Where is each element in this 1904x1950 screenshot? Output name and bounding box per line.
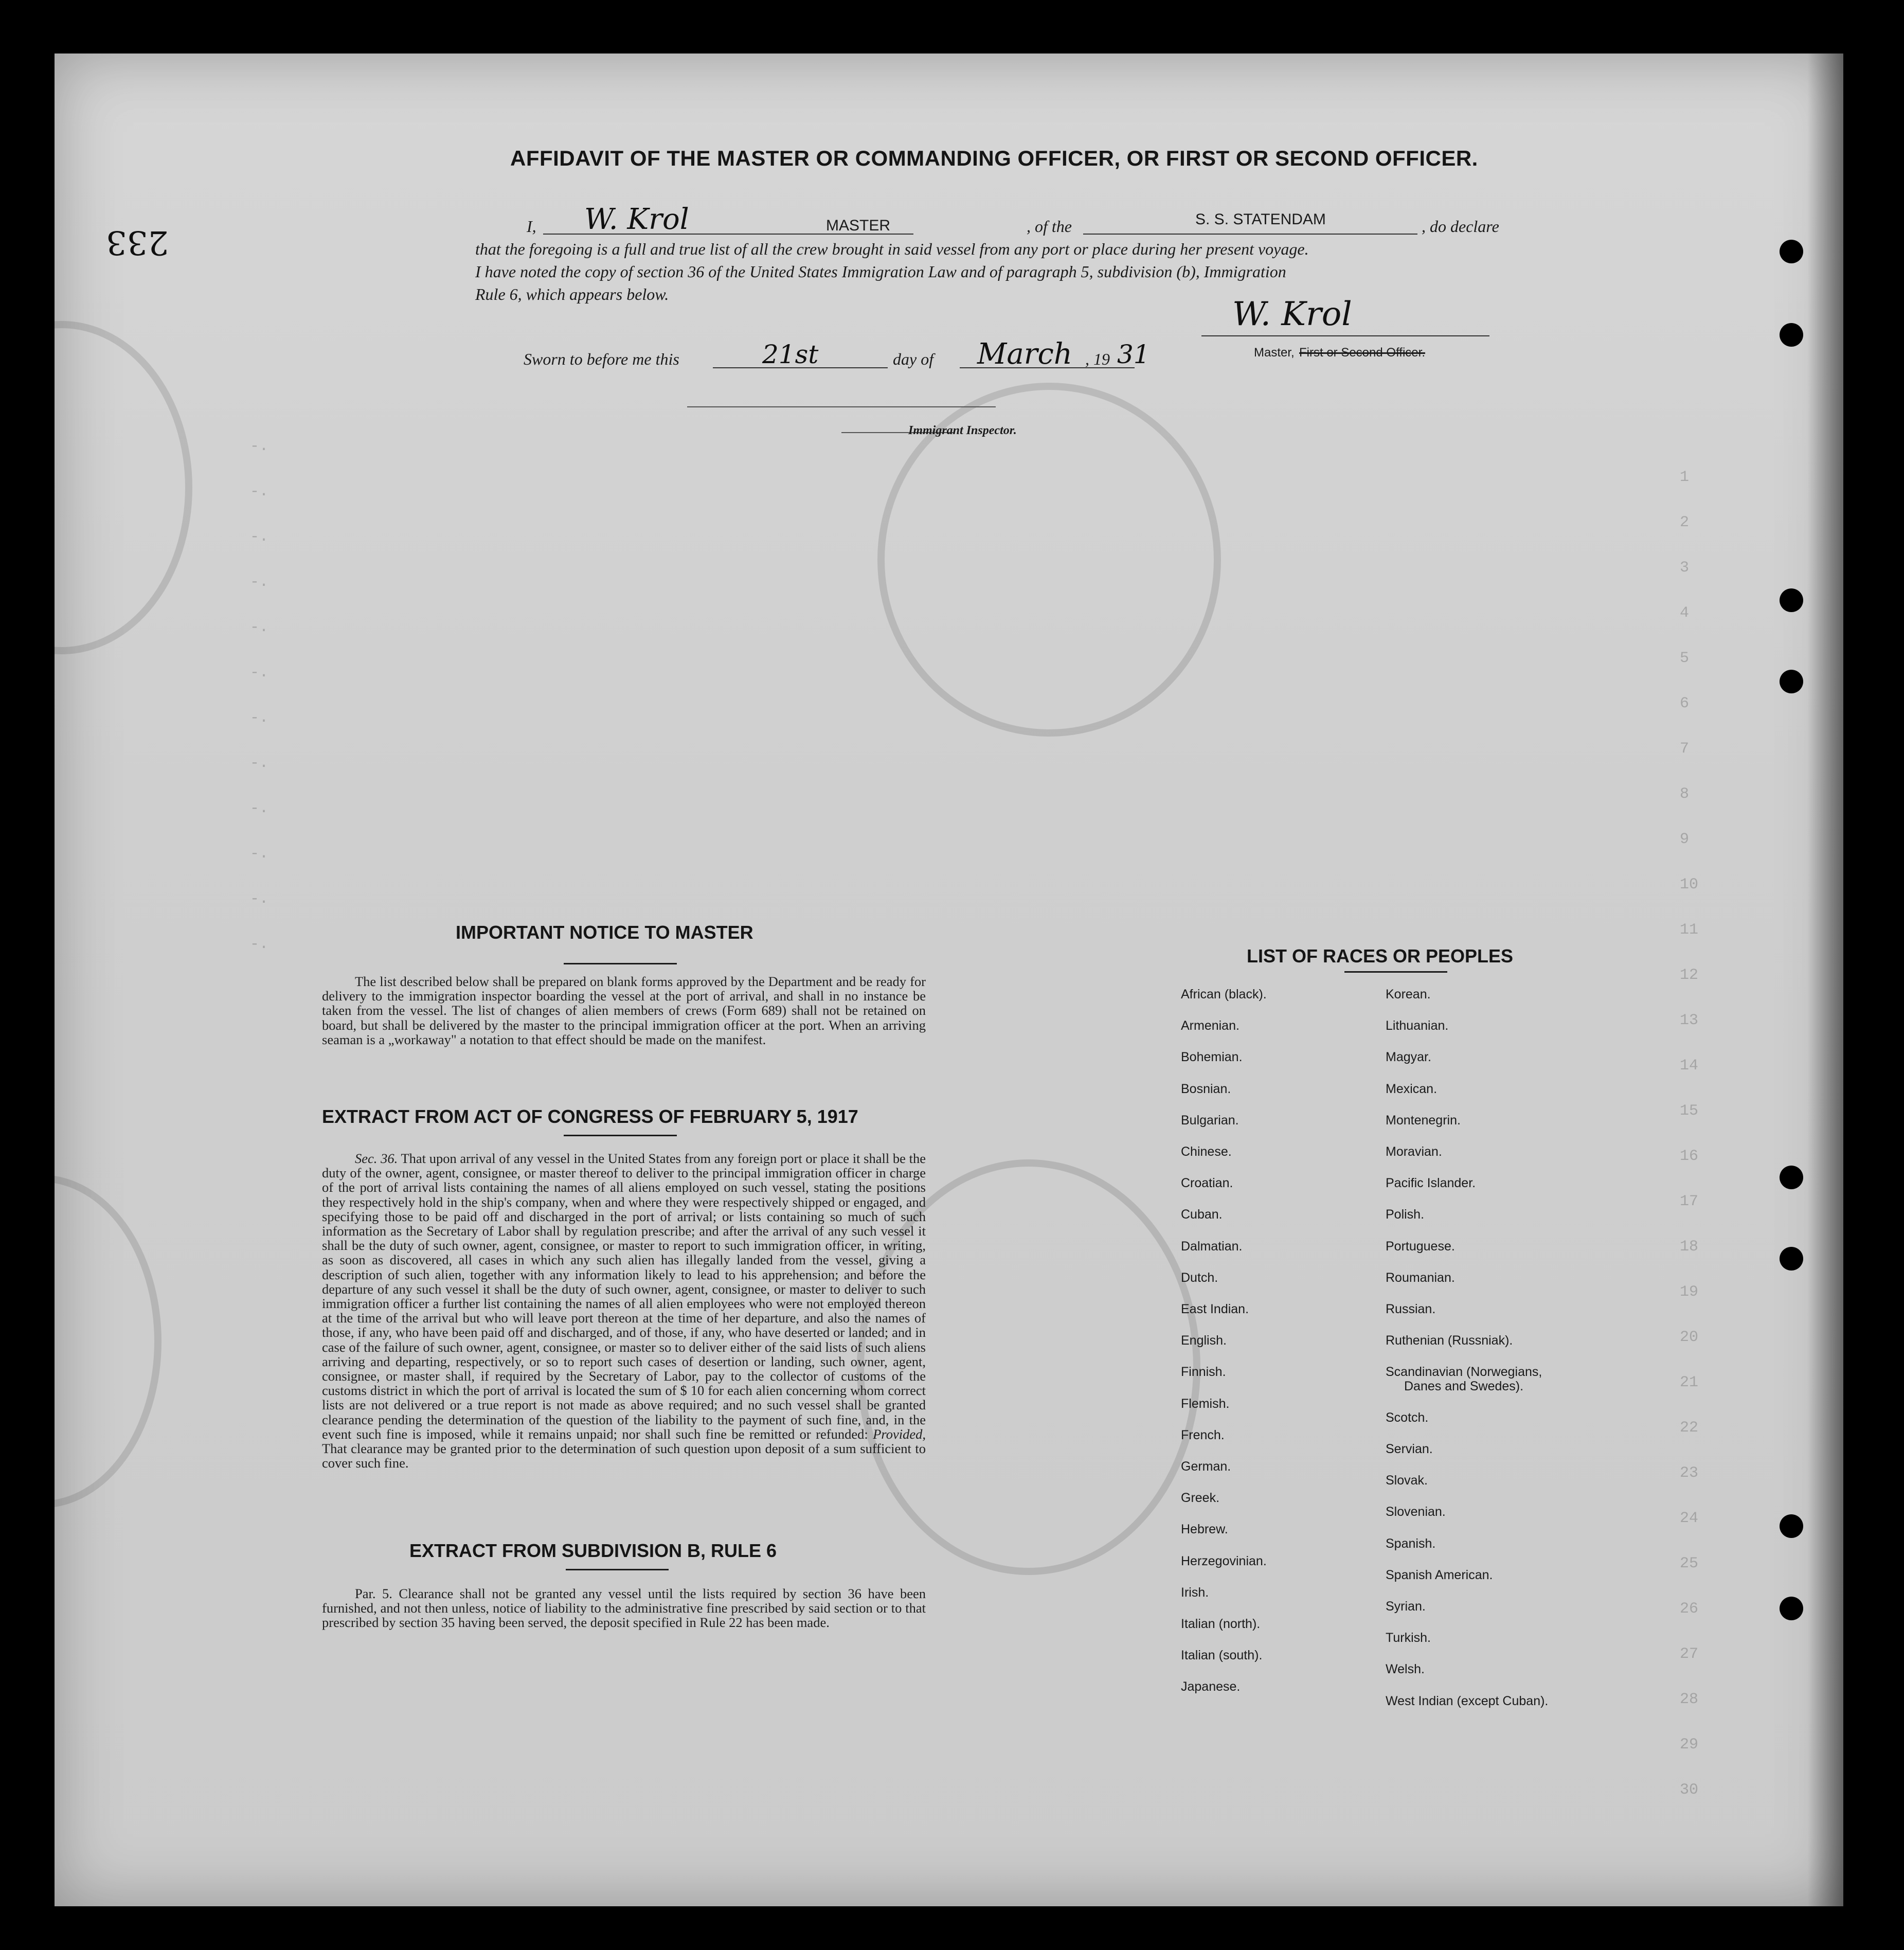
binder-hole — [1780, 1166, 1803, 1189]
race-item: Slovak. — [1386, 1473, 1428, 1488]
page-number: 233 — [106, 223, 169, 261]
race-item: Flemish. — [1181, 1396, 1230, 1411]
race-item: Montenegrin. — [1386, 1113, 1461, 1128]
extract-act-rule — [564, 1135, 677, 1136]
race-item: Ruthenian (Russniak). — [1386, 1333, 1513, 1348]
notice-body: The list described below shall be prepared on blank forms approved by the Department and be ready for delivery to the immigration inspector boarding the vessel at the port of arrival, and shall in no instance be taken from the vessel. The list of changes of alien members of crews (Form 689) shall not be retained on board, but shall be delivered by the master to the principal immigration officer at the port. When an arriving seaman is a „workaway" a notation to that effect should be made on the manifest. — [322, 974, 926, 1047]
extract-rule-body-block — [322, 1586, 926, 1630]
race-item: Croatian. — [1181, 1176, 1233, 1191]
race-item: Italian (north). — [1181, 1617, 1261, 1631]
race-item: Italian (south). — [1181, 1648, 1263, 1663]
affidavit-line-2: that the foregoing is a full and true list of all the crew brought in said vessel from any port or place during her present voyage. — [475, 240, 1309, 258]
race-item: Welsh. — [1386, 1662, 1425, 1677]
race-item: Servian. — [1386, 1442, 1433, 1456]
race-item: Russian. — [1386, 1302, 1436, 1316]
inspector-caption: Immigrant Inspector. — [908, 424, 1017, 437]
notice-body-block — [322, 974, 926, 1047]
binder-hole — [1780, 670, 1803, 693]
year-prefix: , 19 — [1085, 350, 1110, 368]
sworn-prefix: Sworn to before me this — [524, 350, 679, 368]
race-item: Greek. — [1181, 1491, 1220, 1506]
race-item: Hebrew. — [1181, 1522, 1228, 1537]
extract-act-title: EXTRACT FROM ACT OF CONGRESS OF FEBRUARY 5, 1917 — [322, 1106, 858, 1127]
extract-act-body-a: That upon arrival of any vessel in the United States from any foreign port or place it shall be the duty of the owner, agent, consignee, or master thereof to deliver to the principal immigration officer in charge of the port of arrival lists containing the names of all aliens employed on such vessel, stating the positions they respectively hold in the ship's company, when and where they were respectively shipped or engaged, and specifying those to be paid off and discharged in the port of arrival; or lists containing so much of such information as the Secretary of Labor shall by regulation prescribe; and after the arrival of any such vessel it shall be the duty of such owner, agent, consignee, or master to report to such immigration officer, in writing, as soon as discovered, all cases in which any such alien has illegally landed from the vessel, giving a description of such alien, together with any information likely to lead to his apprehension; and before the departure of any such vessel it shall be the duty of such owner, agent, consignee, or master to deliver to such immigration officer a further list containing the names of all alien employees who were not employed thereon at the time of the arrival but who will leave port thereon at the time of her departure, and also the names of those, if any, who have been paid off and discharged, and of those, if any, who have deserted or landed; and in case of the failure of such owner, agent, consignee, or master so to deliver either of the said lists of such aliens arriving and departing, respectively, or so to report such cases of desertion or landing, such owner, agent, consignee, or master shall, if required by the Secretary of Labor, pay to the collector of customs of the customs district in which the port of arrival is located the sum of $ 10 for each alien concerning whom correct lists are not delivered or a true report is not made as above required; and no such vessel shall be granted clearance pending the determination of the question of the liability to the payment of such fine, and, in the event such fine is imposed, while it remains unpaid; nor shall such fine be remitted or refunded: — [322, 1151, 926, 1442]
race-item: Finnish. — [1181, 1365, 1226, 1380]
race-item: Portuguese. — [1386, 1239, 1455, 1254]
race-item: Japanese. — [1181, 1679, 1241, 1694]
provided-label: Provided, — [873, 1426, 926, 1442]
affidavit-title: AFFIDAVIT OF THE MASTER OR COMMANDING OFFICER, OR FIRST OR SECOND OFFICER. — [510, 146, 1478, 170]
race-item: Turkish. — [1386, 1631, 1431, 1645]
race-item: Bohemian. — [1181, 1050, 1243, 1065]
race-item: Armenian. — [1181, 1018, 1240, 1033]
extract-act-body-block — [322, 1151, 926, 1470]
binder-hole — [1780, 1247, 1803, 1271]
page-edge-shadow — [1807, 53, 1843, 1906]
race-item: Polish. — [1386, 1207, 1425, 1222]
bleed-through-column-marks: -. -. -. -. -. -. -. -. -. -. -. -. — [250, 438, 1537, 953]
race-item: Scandinavian (Norwegians, — [1386, 1365, 1542, 1380]
signature-caption-struck: First or Second Officer. — [1299, 346, 1425, 360]
race-item: Danes and Swedes). — [1404, 1379, 1524, 1393]
race-item: Chinese. — [1181, 1144, 1232, 1159]
do-declare-text: , do declare — [1422, 217, 1499, 236]
inspector-line-1 — [687, 406, 996, 407]
race-item: Irish. — [1181, 1585, 1209, 1600]
race-item: Roumanian. — [1386, 1270, 1455, 1285]
race-item: Mexican. — [1386, 1081, 1438, 1096]
races-title: LIST OF RACES OR PEOPLES — [1247, 945, 1514, 967]
race-item: Lithuanian. — [1386, 1018, 1449, 1033]
races-title-rule — [1344, 971, 1447, 973]
notice-title-rule — [564, 963, 677, 964]
race-item: Cuban. — [1181, 1207, 1223, 1222]
race-item: Korean. — [1386, 987, 1431, 1001]
signer-name-handwritten: W. Krol — [584, 203, 689, 236]
race-item: German. — [1181, 1459, 1231, 1474]
affidavit-pronoun: I, — [527, 217, 536, 236]
race-item: English. — [1181, 1333, 1227, 1348]
binder-hole — [1780, 588, 1803, 612]
extract-act-body-b: That clearance may be granted prior to the determination of such question upon deposit of a sum sufficient to cover such fine. — [322, 1441, 926, 1471]
signature-handwritten: W. Krol — [1232, 295, 1352, 333]
binder-hole — [1780, 1514, 1803, 1538]
extract-rule-title: EXTRACT FROM SUBDIVISION B, RULE 6 — [409, 1540, 777, 1561]
manifest-page — [55, 53, 1843, 1906]
binder-hole — [1780, 1597, 1803, 1620]
race-item: Magyar. — [1386, 1050, 1431, 1065]
of-the-text: , of the — [1027, 217, 1072, 236]
extract-rule-rule — [566, 1569, 669, 1570]
race-item: Spanish American. — [1386, 1567, 1493, 1582]
race-item: Moravian. — [1386, 1144, 1442, 1159]
extract-rule-body: Par. 5. Clearance shall not be granted any vessel until the lists required by section 36 have been furnished, and not then unless, notice of liability to the administrative fine prescribed by said section or to that prescribed by section 35 having been served, the deposit specified in Rule 22 has been made. — [322, 1586, 926, 1631]
race-item: East Indian. — [1181, 1302, 1249, 1316]
binder-hole — [1780, 240, 1803, 263]
vessel-fill-line — [1083, 234, 1417, 235]
month-handwritten: March — [977, 337, 1072, 371]
race-item: Bosnian. — [1181, 1081, 1231, 1096]
day-handwritten: 21st — [762, 339, 819, 369]
faint-stamp-left-lower — [55, 1175, 161, 1508]
race-item: Dutch. — [1181, 1270, 1218, 1285]
race-item: Slovenian. — [1386, 1505, 1446, 1519]
vessel-name: S. S. STATENDAM — [1195, 211, 1326, 228]
affidavit-line-3: I have noted the copy of section 36 of the United States Immigration Law and of paragraph 5, subdivision (b), Immigration — [475, 262, 1286, 281]
signature-caption-master: Master, — [1254, 346, 1295, 360]
rank-master: MASTER — [826, 217, 891, 234]
race-item: African (black). — [1181, 987, 1267, 1001]
race-item: Syrian. — [1386, 1599, 1426, 1614]
race-item: Scotch. — [1386, 1410, 1429, 1425]
affidavit-line-4: Rule 6, which appears below. — [475, 285, 669, 303]
race-item: Pacific Islander. — [1386, 1176, 1476, 1191]
race-item: West Indian (except Cuban). — [1386, 1693, 1549, 1708]
section-label: Sec. 36. — [355, 1151, 398, 1166]
signature-line — [1201, 335, 1489, 336]
year-handwritten: 31 — [1117, 339, 1150, 369]
race-item: Herzegovinian. — [1181, 1553, 1267, 1568]
race-item: Dalmatian. — [1181, 1239, 1243, 1254]
notice-title: IMPORTANT NOTICE TO MASTER — [456, 922, 753, 943]
race-item: Spanish. — [1386, 1536, 1436, 1551]
day-of-text: day of — [893, 350, 934, 368]
faint-stamp-left — [55, 321, 192, 654]
race-item: French. — [1181, 1427, 1225, 1442]
binder-hole — [1780, 323, 1803, 347]
race-item: Bulgarian. — [1181, 1113, 1239, 1128]
bleed-through-row-numbers: 1 2 3 4 5 6 7 8 9 10 11 12 13 14 15 16 17 18 19 20 21 22 23 24 25 26 27 28 29 30 — [1680, 469, 1699, 1799]
